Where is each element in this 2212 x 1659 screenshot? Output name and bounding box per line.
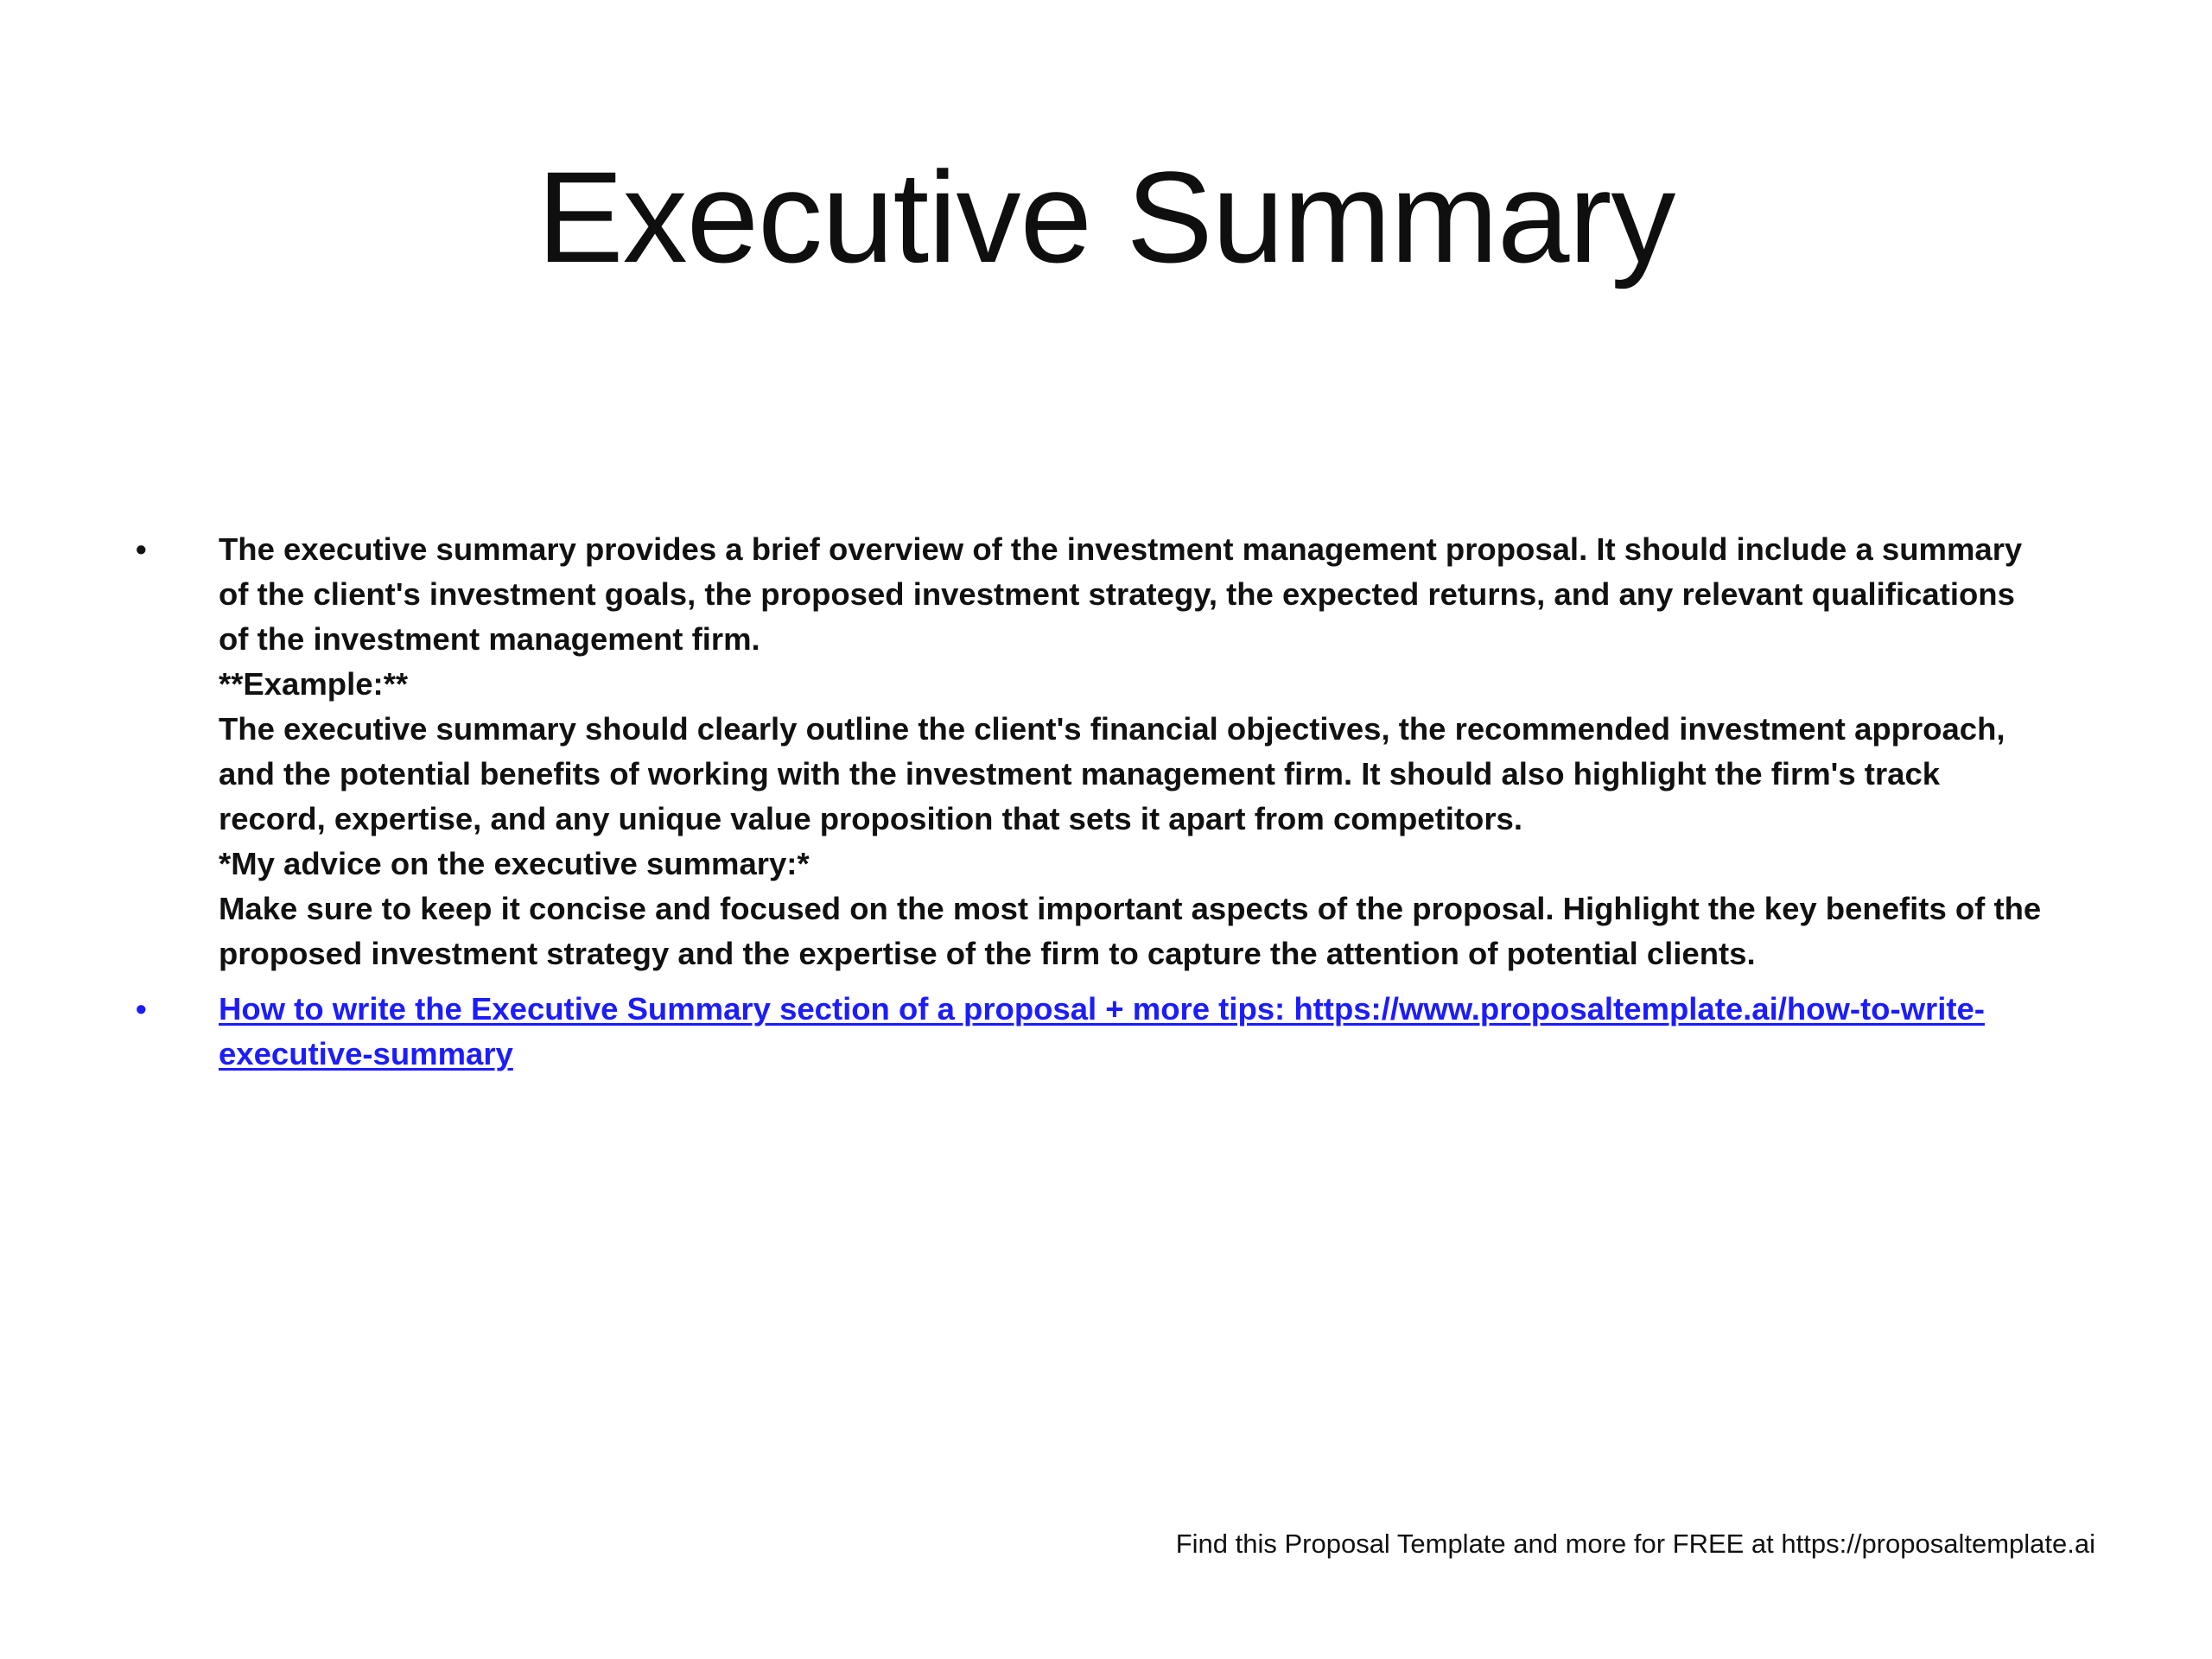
slide-title: Executive Summary xyxy=(537,144,1675,289)
bullet-line: The executive summary should clearly outline the client's financial objectives, the recommended investment approach, xyxy=(219,711,2005,747)
link-bullet-item xyxy=(125,987,2113,1077)
bullet-line: and the potential benefits of working with the investment management firm. It should also highlight the firm's track xyxy=(219,756,1941,791)
footer-note: Find this Proposal Template and more for FREE at https://proposaltemplate.ai xyxy=(1175,1529,2095,1559)
bullet-item xyxy=(125,527,2113,976)
bullet-text xyxy=(219,527,2113,976)
slide-content xyxy=(125,527,2113,1087)
bullet-line: Make sure to keep it concise and focused on the most important aspects of the proposal. Highlight the key benefits of the xyxy=(219,891,2042,926)
link-line[interactable]: executive-summary xyxy=(219,1036,513,1071)
link-bullet-icon: • xyxy=(136,991,147,1027)
bullet-line: of the investment management firm. xyxy=(219,621,760,657)
bullet-line: record, expertise, and any unique value proposition that sets it apart from competitors. xyxy=(219,801,1522,836)
example-heading: **Example:** xyxy=(219,666,409,702)
bullet-line: of the client's investment goals, the proposed investment strategy, the expected returns, and any relevant qualifications xyxy=(219,576,2015,612)
link-line[interactable]: How to write the Executive Summary section of a proposal + more tips: https://www.proposaltemplate.ai/how-to-write- xyxy=(219,991,1985,1027)
bullet-icon: • xyxy=(136,531,147,567)
executive-summary-link[interactable] xyxy=(219,987,2113,1077)
bullet-line: The executive summary provides a brief overview of the investment management proposal. It should include a summary xyxy=(219,531,2023,567)
advice-heading: *My advice on the executive summary:* xyxy=(219,846,810,881)
bullet-line: proposed investment strategy and the expertise of the firm to capture the attention of potential clients. xyxy=(219,936,1756,971)
